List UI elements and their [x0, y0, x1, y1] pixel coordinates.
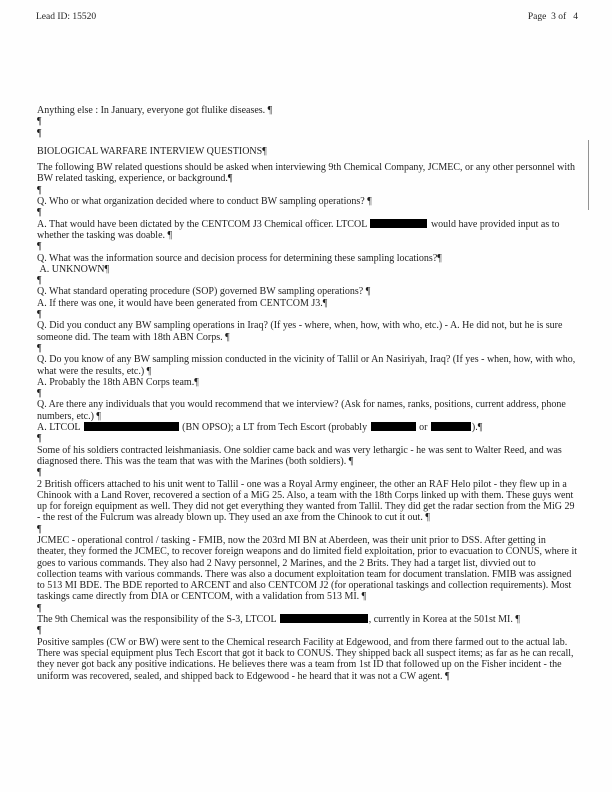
text-run: JCMEC - operational control / tasking - FMIB, now the 203rd MI BN at Aberdeen, was their unit prior to DSS. After getting in theater, they formed the JCMEC, to recover foreign weapons and do limited field exploitation, prior to evacuation to CONUS, where it goes to various commands. They also had 2 Navy personnel, 2 Marines, and the 2 Brits. They had a target list, divvied out to collection teams with various commands. There was also a document exploitation team for document translation. FMIB was assigned to 513 MI BDE. The BDE reported to ARCENT and also CENTCOM J2 (for operational taskings and collection requirements). Most taskings came directly from DIA or CENTCOM, with a validation from 513 MI. ¶: [37, 534, 580, 603]
blank-line: [37, 241, 577, 252]
text-run: The 9th Chemical was the responsibility of the S-3, LTCOL: [37, 614, 279, 626]
blank-line: [37, 343, 577, 354]
qa-question: [37, 354, 577, 377]
text-run: ¶: [37, 241, 42, 253]
text-run: Q. What was the information source and decision process for determining these sampling locations?¶: [37, 252, 442, 264]
lead-id-label: Lead ID: 15520: [36, 12, 97, 22]
redaction-bar: [371, 422, 416, 431]
text-run: (BN OPSO); a LT from Tech Escort (probably: [179, 422, 370, 434]
document-body: [37, 105, 580, 682]
text-run: Q. Do you know of any BW sampling mission conducted in the vicinity of Tallil or An Nasiriyah, Iraq? (If yes - when, how, with who, what were the results, etc.) ¶: [37, 354, 578, 377]
text-run: The following BW related questions should be asked when interviewing 9th Chemical Company, JCMEC, or any other personnel with BW related tasking, experience, or background.¶: [37, 162, 578, 185]
text-run: ¶: [37, 127, 42, 139]
text-run: A. If there was one, it would have been generated from CENTCOM J3.¶: [37, 297, 328, 309]
text-run: A. Probably the 18th ABN Corps team.¶: [37, 376, 199, 388]
body-paragraph: [37, 445, 577, 468]
blank-line: [37, 116, 577, 127]
text-run: ¶: [37, 275, 42, 287]
scan-artifact-line: [588, 140, 590, 210]
qa-question: [37, 399, 577, 422]
blank-line: [37, 467, 577, 478]
text-run: ¶: [37, 207, 42, 219]
section-title: [37, 146, 577, 157]
text-run: ¶: [37, 388, 42, 400]
text-run: ¶: [37, 342, 42, 354]
text-run: ¶: [37, 433, 42, 445]
text-run: Some of his soldiers contracted leishmaniasis. One soldier came back and was very lethargic - he was sent to Walter Reed, and was diagnosed there. This was the team that was with the Marines (both soldiers). ¶: [37, 444, 565, 467]
page-number-label: Page 3 of 4: [527, 12, 578, 22]
qa-question: [37, 253, 577, 264]
qa-answer: [37, 219, 577, 242]
text-run: or: [416, 422, 430, 434]
qa-answer: [37, 377, 577, 388]
qa-answer: [37, 264, 577, 275]
text-run: ¶: [37, 467, 42, 479]
redaction-bar: [84, 422, 179, 431]
blank-line: [37, 185, 577, 196]
intro-line: [37, 105, 577, 116]
text-run: would have provided input as to whether the tasking was doable. ¶: [37, 218, 563, 241]
text-run: Q. Did you conduct any BW sampling operations in Iraq? (If yes - where, when, how, with who, etc.) - A. He did not, but he is sure someone did. The team with 18th ABN Corps. ¶: [37, 320, 565, 343]
text-run: ¶: [37, 523, 42, 535]
text-run: Q. Are there any individuals that you would recommend that we interview? (Ask for names, ranks, positions, current address, phone numbers, etc.) ¶: [37, 399, 569, 422]
blank-line: [37, 128, 577, 139]
body-paragraph: [37, 614, 577, 625]
text-run: Positive samples (CW or BW) were sent to the Chemical research Facility at Edgewood, and from there farmed out to the actual lab. There was special equipment plus Tech Escort that got it back to CONUS. They shipped back all suspect items; as far as he can recall, they never got back any positive indications. He believes there was a team from 1st ID that followed up on the Fisher incident - the uniform was recovered, sealed, and shipped back to Edgewood - he heard that it was not a CW agent. ¶: [37, 636, 577, 682]
text-run: ).¶: [471, 422, 483, 434]
body-paragraph: [37, 162, 577, 185]
text-run: Anything else : In January, everyone got flulike diseases. ¶: [37, 105, 273, 116]
redaction-bar: [370, 219, 427, 228]
body-paragraph: [37, 637, 577, 682]
qa-answer: [37, 422, 577, 433]
blank-line: [37, 309, 577, 320]
qa-question: [37, 196, 577, 207]
blank-line: [37, 524, 577, 535]
qa-question: [37, 286, 577, 297]
text-run: ¶: [37, 116, 42, 128]
text-run: A. That would have been dictated by the CENTCOM J3 Chemical officer. LTCOL: [37, 218, 370, 230]
qa-answer: [37, 298, 577, 309]
redaction-bar: [431, 422, 471, 431]
text-run: , currently in Korea at the 501st MI. ¶: [368, 614, 520, 626]
blank-line: [37, 207, 577, 218]
blank-line: [37, 625, 577, 636]
text-run: ¶: [37, 625, 42, 637]
qa-question: [37, 320, 577, 343]
text-run: BIOLOGICAL WARFARE INTERVIEW QUESTIONS¶: [37, 145, 267, 157]
text-run: ¶: [37, 184, 42, 196]
text-run: ¶: [37, 602, 42, 614]
blank-line: [37, 388, 577, 399]
text-run: 2 British officers attached to his unit went to Tallil - one was a Royal Army engineer, the other an RAF Helo pilot - they flew up in a Chinook with a Land Rover, recovered a section of a MiG 25. Also, a team with the 18th Corps linked up with them. These guys went up for foreign equipment as well. They did not get everything they wanted from Tallil. They did get the radar section from the MiG 29 - the rest of the Fulcrum was already blown up. They used an axe from the Chinook to cut it out. ¶: [37, 478, 577, 524]
text-run: Q. What standard operating procedure (SOP) governed BW sampling operations? ¶: [37, 286, 371, 298]
blank-line: [37, 603, 577, 614]
blank-line: [37, 433, 577, 444]
text-run: A. UNKNOWN¶: [37, 263, 110, 275]
text-run: A. LTCOL: [37, 422, 83, 434]
redaction-bar: [280, 614, 368, 623]
body-paragraph: [37, 534, 580, 603]
text-run: Q. Who or what organization decided where to conduct BW sampling operations? ¶: [37, 196, 372, 208]
body-paragraph: [37, 479, 577, 524]
blank-line: [37, 275, 577, 286]
text-run: ¶: [37, 309, 42, 321]
